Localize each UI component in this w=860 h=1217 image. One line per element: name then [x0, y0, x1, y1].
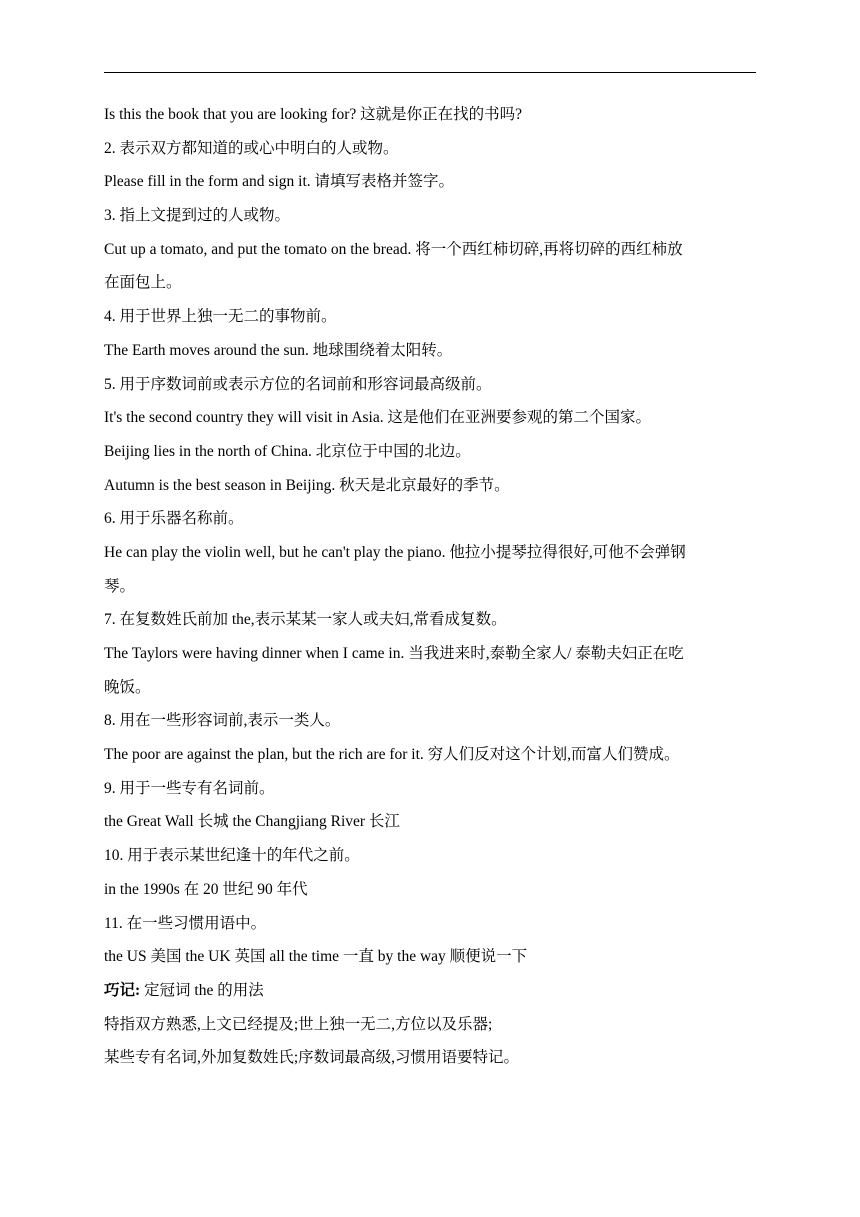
example-line-continued: 琴。 [104, 577, 136, 595]
example-line: Autumn is the best season in Beijing. 秋天是北京最好的季节。 [104, 476, 510, 494]
text-line: Is this the book that you are looking for? 这就是你正在找的书吗? [104, 106, 523, 123]
rule-heading: 7. 在复数姓氏前加 the,表示某某一家人或夫妇,常看成复数。 [104, 611, 507, 629]
rhyme-line: 某些专有名词,外加复数姓氏;序数词最高级,习惯用语要特记。 [104, 1049, 520, 1067]
document-body [104, 98, 760, 1075]
example-line: Beijing lies in the north of China. 北京位于中国的北边。 [104, 442, 471, 460]
example-line: in the 1990s 在 20 世纪 90 年代 [104, 880, 308, 898]
example-line: the US 美国 the UK 英国 all the time 一直 by the way 顺便说一下 [104, 948, 528, 966]
example-line: The Earth moves around the sun. 地球围绕着太阳转。 [104, 341, 453, 359]
example-line: the Great Wall 长城 the Changjiang River 长江 [104, 813, 400, 831]
example-line: The poor are against the plan, but the rich are for it. 穷人们反对这个计划,而富人们赞成。 [104, 746, 680, 764]
tip-text: 定冠词 the 的用法 [140, 981, 264, 999]
tip-line [104, 974, 760, 1008]
rule-heading: 5. 用于序数词前或表示方位的名词前和形容词最高级前。 [104, 375, 492, 393]
example-line: The Taylors were having dinner when I came in. 当我进来时,泰勒全家人/ 泰勒夫妇正在吃 [104, 645, 684, 662]
tip-label: 巧记: [104, 981, 141, 999]
rule-heading: 3. 指上文提到过的人或物。 [104, 207, 291, 225]
header-rule [104, 72, 756, 73]
example-line: Cut up a tomato, and put the tomato on the bread. 将一个西红柿切碎,再将切碎的西红柿放 [104, 240, 683, 258]
rule-heading: 6. 用于乐器名称前。 [104, 510, 244, 528]
rule-heading: 4. 用于世界上独一无二的事物前。 [104, 308, 337, 326]
rule-heading: 8. 用在一些形容词前,表示一类人。 [104, 712, 341, 730]
example-line: He can play the violin well, but he can't play the piano. 他拉小提琴拉得很好,可他不会弹钢 [104, 543, 686, 561]
rule-heading: 11. 在一些习惯用语中。 [104, 914, 267, 932]
example-line: Please fill in the form and sign it. 请填写表格并签字。 [104, 173, 455, 191]
example-line-continued: 在面包上。 [104, 274, 182, 292]
example-line-continued: 晚饭。 [104, 678, 151, 696]
rule-heading: 9. 用于一些专有名词前。 [104, 779, 275, 797]
example-line: It's the second country they will visit in Asia. 这是他们在亚洲要参观的第二个国家。 [104, 409, 651, 427]
rule-heading: 2. 表示双方都知道的或心中明白的人或物。 [104, 139, 399, 157]
rule-heading: 10. 用于表示某世纪逢十的年代之前。 [104, 847, 360, 865]
rhyme-line: 特指双方熟悉,上文已经提及;世上独一无二,方位以及乐器; [104, 1015, 493, 1033]
